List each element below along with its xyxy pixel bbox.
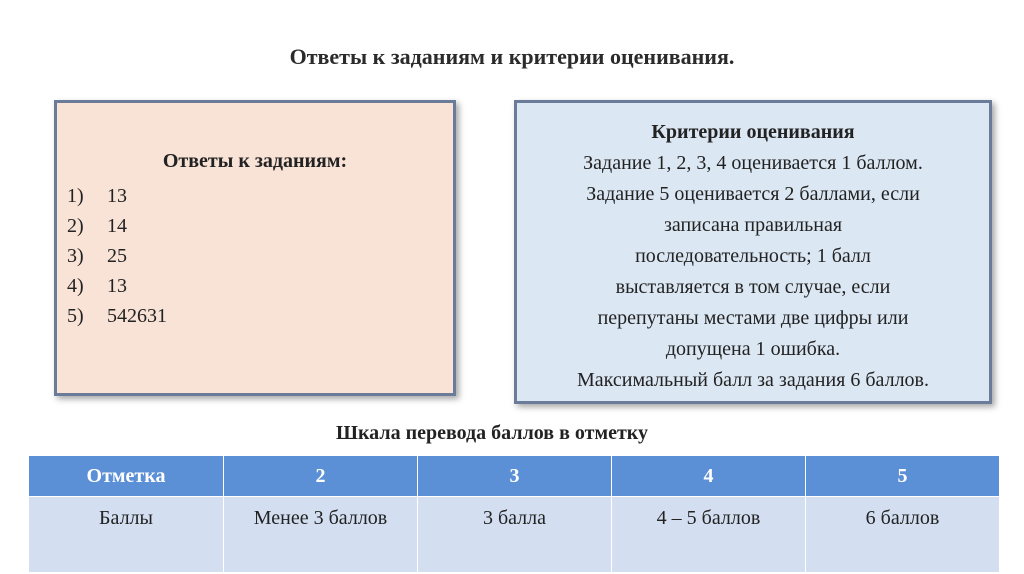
table-cell: 3 балла	[418, 497, 612, 573]
criteria-line: Задание 1, 2, 3, 4 оценивается 1 баллом.	[583, 152, 923, 174]
criteria-line: последовательность; 1 балл	[635, 245, 871, 267]
scale-title: Шкала перевода баллов в отметку	[335, 422, 649, 444]
list-item: 1) 13	[67, 185, 127, 207]
criteria-line: выставляется в том случае, если	[615, 276, 891, 298]
criteria-line: Максимальный балл за задания 6 баллов.	[576, 369, 929, 391]
table-cell: Менее 3 баллов	[224, 497, 418, 573]
answers-panel	[54, 100, 456, 396]
criteria-line: Задание 5 оценивается 2 баллами, если	[586, 183, 920, 205]
page-title: Ответы к заданиям и критерии оценивания.	[289, 44, 735, 69]
table-header-cell: Отметка	[29, 456, 224, 497]
criteria-line: допущена 1 ошибка.	[665, 338, 841, 360]
answers-list	[67, 181, 167, 331]
criteria-line: перепутаны местами две цифры или	[597, 307, 909, 329]
table-header-row	[29, 456, 1000, 497]
criteria-panel	[514, 100, 992, 404]
list-item: 3) 25	[67, 245, 127, 267]
table-cell: 6 баллов	[806, 497, 1000, 573]
table-header-cell: 2	[224, 456, 418, 497]
list-item: 5) 542631	[67, 305, 167, 327]
answers-heading: Ответы к заданиям:	[162, 150, 348, 172]
table-header-cell: 4	[612, 456, 806, 497]
criteria-heading: Критерии оценивания	[651, 121, 855, 143]
list-item: 2) 14	[67, 215, 127, 237]
criteria-line: записана правильная	[663, 214, 843, 236]
table-header-cell: 3	[418, 456, 612, 497]
list-item: 4) 13	[67, 275, 127, 297]
table-cell: 4 – 5 баллов	[612, 497, 806, 573]
table-header-cell: 5	[806, 456, 1000, 497]
table-cell: Баллы	[29, 497, 224, 573]
table-row	[29, 497, 1000, 573]
grade-scale-table	[28, 455, 1000, 573]
